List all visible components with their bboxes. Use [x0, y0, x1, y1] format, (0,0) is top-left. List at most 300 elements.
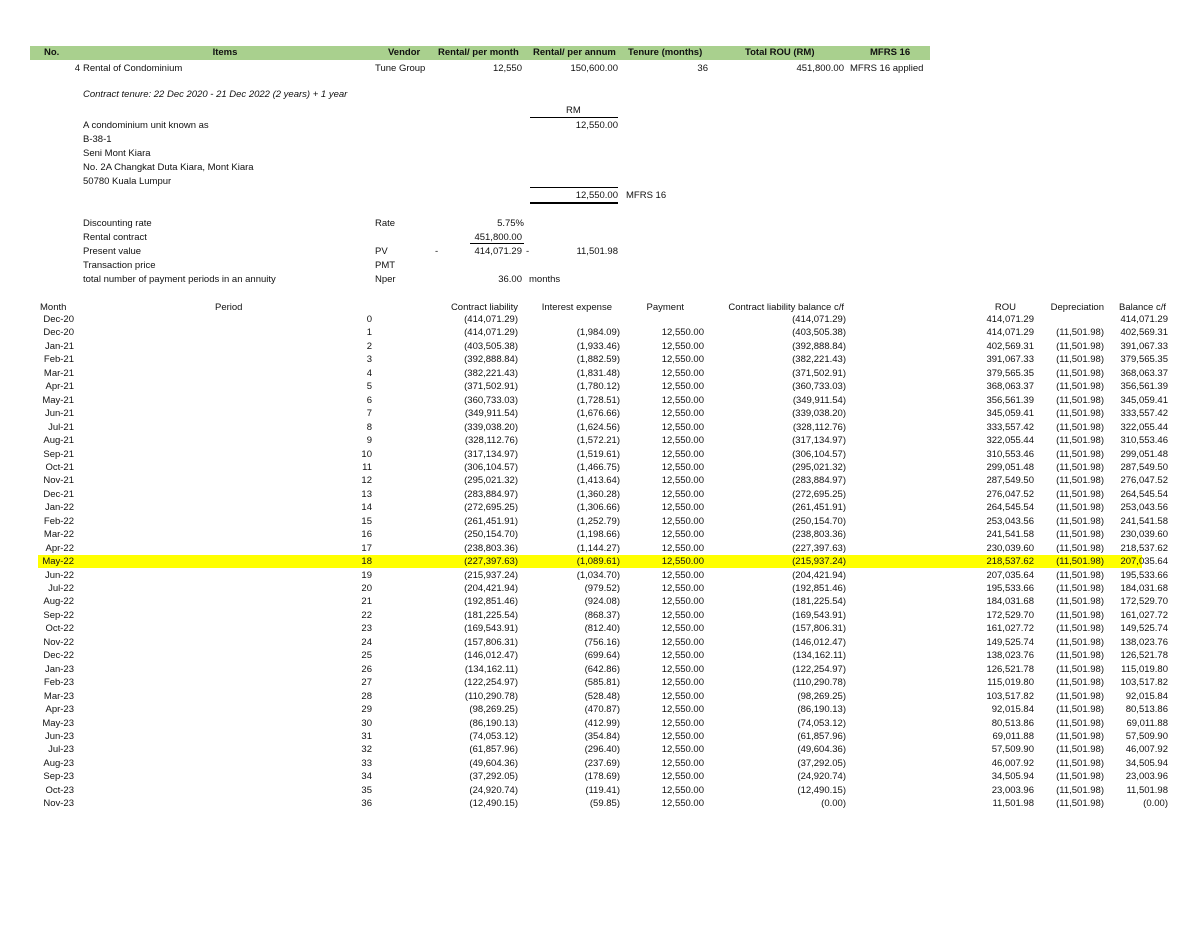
cell-month: Nov-22	[43, 636, 74, 648]
cell-balance-cf: 126,521.78	[1120, 650, 1168, 662]
cell-depreciation: (11,501.98)	[1056, 327, 1104, 339]
cell-rou: 34,505.94	[991, 771, 1034, 783]
cell-payment: 12,550.00	[661, 569, 704, 581]
cell-balance: (74,053.12)	[797, 717, 846, 729]
cell-rou: 322,055.44	[986, 435, 1034, 447]
cell-balance-cf: 333,557.42	[1120, 408, 1168, 420]
cell-balance-cf: 276,047.52	[1120, 475, 1168, 487]
cell-depreciation: (11,501.98)	[1056, 690, 1104, 702]
cell-interest: (1,624.56)	[576, 421, 620, 433]
cell-liability: (238,803.36)	[464, 542, 518, 554]
header-no: No.	[44, 47, 60, 58]
cell-period: 33	[361, 757, 372, 769]
cell-interest: (1,413.64)	[576, 475, 620, 487]
cell-interest: (924.08)	[584, 596, 620, 608]
cell-interest: (812.40)	[584, 623, 620, 635]
cell-balance: (86,190.13)	[797, 704, 846, 716]
cell-balance: (24,920.74)	[797, 771, 846, 783]
cell-balance-cf: 34,505.94	[1125, 757, 1168, 769]
cell-balance: (157,806.31)	[792, 623, 846, 635]
cell-liability: (317,134.97)	[464, 448, 518, 460]
discount-label: Discounting rate	[83, 218, 152, 229]
cell-month: Feb-22	[43, 515, 74, 527]
cell-balance: (382,221.43)	[792, 354, 846, 366]
cell-month: Aug-21	[43, 435, 74, 447]
cell-payment: 12,550.00	[661, 704, 704, 716]
cell-liability: (295,021.32)	[464, 475, 518, 487]
cell-balance: (61,857.96)	[797, 730, 846, 742]
cell-period: 4	[366, 367, 372, 379]
cell-month: Oct-23	[45, 784, 74, 796]
cell-liability: (403,505.38)	[464, 340, 518, 352]
cell-month: Sep-21	[43, 448, 74, 460]
cell-month: Dec-22	[43, 650, 74, 662]
cell-interest: (528.48)	[584, 690, 620, 702]
header-rental-month: Rental/ per month	[438, 47, 519, 58]
item-no: 4	[74, 63, 80, 74]
cell-period: 32	[361, 744, 372, 756]
cell-month: May-23	[42, 717, 74, 729]
cell-period: 27	[361, 677, 372, 689]
cell-interest: (1,034.70)	[576, 569, 620, 581]
cell-interest: (1,984.09)	[576, 327, 620, 339]
cell-rou: 172,529.70	[986, 609, 1034, 621]
cell-liability: (360,733.03)	[464, 394, 518, 406]
cell-balance-cf: 322,055.44	[1120, 421, 1168, 433]
address-line-2: B-38-1	[83, 134, 112, 145]
cell-interest: (1,572.21)	[576, 435, 620, 447]
cell-month: May-21	[42, 394, 74, 406]
cell-period: 0	[366, 314, 372, 325]
cell-liability: (61,857.96)	[469, 744, 518, 756]
cell-month: May-22	[42, 556, 74, 568]
cell-balance: (12,490.15)	[797, 784, 846, 796]
cell-period: 18	[361, 556, 372, 568]
cell-depreciation: (11,501.98)	[1056, 609, 1104, 621]
rm-label: RM	[566, 105, 581, 116]
cell-rou: 218,537.62	[986, 556, 1034, 568]
cell-balance-cf: 264,545.54	[1120, 488, 1168, 500]
cell-payment: 12,550.00	[661, 340, 704, 352]
cell-depreciation: (11,501.98)	[1056, 596, 1104, 608]
cell-depreciation: (11,501.98)	[1056, 435, 1104, 447]
cell-period: 24	[361, 636, 372, 648]
discount-value: 5.75%	[497, 218, 524, 229]
nper-code: Nper	[375, 274, 396, 285]
item-mfrs: MFRS 16 applied	[850, 63, 924, 74]
cell-period: 36	[361, 798, 372, 810]
cell-rou: 149,525.74	[986, 636, 1034, 648]
cell-interest: (1,360.28)	[576, 488, 620, 500]
cell-liability: (157,806.31)	[464, 636, 518, 648]
nper-value: 36.00	[498, 274, 522, 285]
cell-depreciation: (11,501.98)	[1056, 744, 1104, 756]
cell-depreciation: (11,501.98)	[1056, 636, 1104, 648]
item-rental-month: 12,550	[492, 63, 522, 74]
cell-depreciation: (11,501.98)	[1056, 623, 1104, 635]
cell-depreciation: (11,501.98)	[1056, 381, 1104, 393]
cell-balance-cf: 195,533.66	[1120, 569, 1168, 581]
cell-rou: 287,549.50	[986, 475, 1034, 487]
cell-balance: (317,134.97)	[792, 435, 846, 447]
cell-period: 14	[361, 502, 372, 514]
cell-liability: (181,225.54)	[464, 609, 518, 621]
cell-month: Mar-23	[43, 690, 74, 702]
cell-depreciation: (11,501.98)	[1056, 448, 1104, 460]
cell-balance: (181,225.54)	[792, 596, 846, 608]
cell-interest: (1,882.59)	[576, 354, 620, 366]
cell-liability: (371,502.91)	[464, 381, 518, 393]
cell-balance: (238,803.36)	[792, 529, 846, 541]
cell-rou: 11,501.98	[992, 798, 1034, 810]
cell-balance-cf: 253,043.56	[1120, 502, 1168, 514]
cell-interest: (59.85)	[589, 798, 620, 810]
cell-balance: (295,021.32)	[792, 461, 846, 473]
cell-rou: 276,047.52	[986, 488, 1034, 500]
cell-interest: (178.69)	[584, 771, 620, 783]
cell-balance-cf: 218,537.62	[1120, 542, 1168, 554]
pv-dash-2: -	[526, 246, 530, 257]
cell-period: 16	[361, 529, 372, 541]
cell-depreciation: (11,501.98)	[1056, 784, 1104, 796]
cell-liability: (146,012.47)	[464, 650, 518, 662]
cell-liability: (272,695.25)	[464, 502, 518, 514]
item-tenure: 36	[697, 63, 708, 74]
cell-rou: 299,051.48	[986, 461, 1034, 473]
cell-balance-cf: 115,019.80	[1121, 663, 1168, 675]
cell-balance-cf: (0.00)	[1143, 798, 1168, 810]
cell-liability: (169,543.91)	[464, 623, 518, 635]
cell-depreciation: (11,501.98)	[1056, 583, 1104, 594]
item-name: Rental of Condominium	[83, 63, 183, 74]
cell-balance-cf: 310,553.46	[1120, 435, 1168, 447]
cell-month: Jul-21	[48, 421, 74, 433]
cell-payment: 12,550.00	[661, 744, 704, 756]
item-vendor: Tune Group	[375, 63, 426, 74]
cell-liability: (192,851.46)	[464, 596, 518, 608]
pv-code: PV	[375, 246, 388, 257]
cell-month: Sep-23	[43, 771, 74, 783]
cell-balance-cf: 356,561.39	[1120, 381, 1168, 393]
cell-period: 11	[362, 461, 372, 473]
header-rental-annum: Rental/ per annum	[533, 47, 616, 58]
cell-balance: (146,012.47)	[792, 636, 846, 648]
cell-interest: (1,306.66)	[576, 502, 620, 514]
cell-balance-cf: 138,023.76	[1120, 636, 1168, 648]
cell-balance: (261,451.91)	[792, 502, 846, 514]
address-line-3: Seni Mont Kiara	[83, 148, 151, 159]
cell-rou: 414,071.29	[986, 327, 1034, 339]
cell-period: 7	[366, 408, 372, 420]
cell-rou: 333,557.42	[986, 421, 1034, 433]
cell-interest: (1,252.79)	[576, 515, 620, 527]
cell-payment: 12,550.00	[661, 663, 704, 675]
cell-rou: 126,521.78	[986, 663, 1034, 675]
cell-rou: 57,509.90	[991, 744, 1034, 756]
cell-liability: (227,397.63)	[464, 556, 518, 568]
cell-payment: 12,550.00	[661, 771, 704, 783]
cell-payment: 12,550.00	[661, 421, 704, 433]
cell-balance: (169,543.91)	[792, 609, 846, 621]
cell-liability: (283,884.97)	[464, 488, 518, 500]
cell-balance-cf: 80,513.86	[1125, 704, 1168, 716]
cell-payment: 12,550.00	[661, 757, 704, 769]
cell-month: Feb-21	[43, 354, 74, 366]
cell-depreciation: (11,501.98)	[1056, 542, 1104, 554]
header-tenure: Tenure (months)	[628, 47, 703, 58]
cell-rou: 414,071.29	[986, 314, 1034, 325]
cell-depreciation: (11,501.98)	[1056, 704, 1104, 716]
cell-liability: (215,937.24)	[464, 569, 518, 581]
cell-balance: (134,162.11)	[792, 650, 846, 662]
rm-total: 12,550.00	[575, 190, 618, 201]
cell-month: Dec-21	[43, 488, 74, 500]
cell-interest: (354.84)	[584, 730, 620, 742]
cell-liability: (250,154.70)	[464, 529, 518, 541]
cell-depreciation: (11,501.98)	[1056, 408, 1104, 420]
cell-interest: (756.16)	[584, 636, 620, 648]
cell-period: 31	[361, 730, 372, 742]
cell-month: Jul-23	[48, 744, 74, 756]
pmt-code: PMT	[375, 260, 396, 271]
cell-month: Feb-23	[43, 677, 74, 689]
cell-payment: 12,550.00	[661, 609, 704, 621]
cell-rou: 161,027.72	[986, 623, 1034, 635]
discount-code: Rate	[375, 218, 396, 229]
cell-interest: (470.87)	[584, 704, 620, 716]
cell-liability: (98,269.25)	[469, 704, 518, 716]
contract-underline	[470, 243, 524, 244]
cell-period: 8	[366, 421, 372, 433]
cell-balance: (272,695.25)	[792, 488, 846, 500]
cell-month: Dec-20	[43, 327, 74, 339]
cell-month: Nov-21	[43, 475, 74, 487]
rm-value: 12,550.00	[575, 120, 618, 131]
cell-rou: 253,043.56	[986, 515, 1034, 527]
cell-payment: 12,550.00	[661, 650, 704, 662]
cell-period: 13	[361, 488, 372, 500]
col-header-balance-cf: Balance c/f	[1119, 302, 1166, 313]
cell-rou: 391,067.33	[986, 354, 1034, 366]
col-header-interest: Interest expense	[541, 302, 612, 313]
cell-month: Sep-22	[43, 609, 74, 621]
cell-balance: (328,112.76)	[792, 421, 846, 433]
cell-payment: 12,550.00	[661, 448, 704, 460]
cell-depreciation: (11,501.98)	[1056, 717, 1104, 729]
cell-liability: (12,490.15)	[469, 798, 518, 810]
cell-period: 20	[361, 583, 372, 594]
cell-liability: (74,053.12)	[469, 730, 518, 742]
cell-interest: (237.69)	[584, 757, 620, 769]
address-line-4: No. 2A Changkat Duta Kiara, Mont Kiara	[83, 162, 254, 173]
col-header-liability: Contract liability	[450, 302, 518, 313]
cell-balance-cf: 299,051.48	[1120, 448, 1168, 460]
cell-interest: (699.64)	[584, 650, 620, 662]
cell-balance-cf: 287,549.50	[1120, 461, 1168, 473]
header-items: Items	[212, 47, 238, 58]
cell-depreciation: (11,501.98)	[1056, 367, 1104, 379]
col-header-payment: Payment	[646, 302, 684, 313]
cell-liability: (86,190.13)	[469, 717, 518, 729]
cell-balance: (122,254.97)	[792, 663, 846, 675]
pv-value: 414,071.29	[474, 246, 522, 257]
cell-month: Jan-23	[44, 663, 74, 675]
cell-depreciation: (11,501.98)	[1056, 730, 1104, 742]
tenure-note: Contract tenure: 22 Dec 2020 - 21 Dec 2022 (2 years) + 1 year	[83, 89, 348, 100]
cell-rou: 356,561.39	[986, 394, 1034, 406]
cell-liability: (122,254.97)	[464, 677, 518, 689]
cell-balance-cf: 207,035.64	[1120, 556, 1168, 568]
cell-payment: 12,550.00	[661, 730, 704, 742]
cell-liability: (392,888.84)	[464, 354, 518, 366]
cell-payment: 12,550.00	[661, 717, 704, 729]
cell-rou: 138,023.76	[986, 650, 1034, 662]
cell-payment: 12,550.00	[661, 354, 704, 366]
cell-balance: (392,888.84)	[792, 340, 846, 352]
cell-period: 5	[366, 381, 372, 393]
cell-interest: (1,089.61)	[576, 556, 620, 568]
cell-liability: (349,911.54)	[464, 408, 518, 420]
contract-value: 451,800.00	[474, 232, 522, 243]
cell-interest: (1,144.27)	[576, 542, 620, 554]
cell-month: Jun-21	[44, 408, 74, 420]
header-total-rou: Total ROU (RM)	[745, 47, 815, 58]
cell-depreciation: (11,501.98)	[1056, 757, 1104, 769]
address-line-1: A condominium unit known as	[83, 120, 209, 131]
cell-balance: (250,154.70)	[792, 515, 846, 527]
cell-month: Oct-21	[45, 461, 74, 473]
cell-payment: 12,550.00	[661, 381, 704, 393]
cell-balance-cf: 103,517.82	[1120, 677, 1168, 689]
cell-rou: 80,513.86	[991, 717, 1034, 729]
cell-payment: 12,550.00	[661, 408, 704, 420]
cell-depreciation: (11,501.98)	[1056, 475, 1104, 487]
cell-liability: (261,451.91)	[464, 515, 518, 527]
cell-payment: 12,550.00	[661, 677, 704, 689]
cell-depreciation: (11,501.98)	[1056, 529, 1104, 541]
cell-month: Apr-21	[45, 381, 74, 393]
pmt-label: Transaction price	[83, 260, 156, 271]
pv-extra: 11,501.98	[576, 246, 618, 257]
cell-period: 3	[366, 354, 372, 366]
cell-period: 34	[361, 771, 372, 783]
cell-payment: 12,550.00	[661, 475, 704, 487]
cell-balance: (110,290.78)	[792, 677, 846, 689]
address-line-5: 50780 Kuala Lumpur	[83, 176, 172, 187]
nper-label: total number of payment periods in an annuity	[83, 274, 276, 285]
cell-month: Apr-23	[45, 704, 74, 716]
cell-depreciation: (11,501.98)	[1056, 650, 1104, 662]
rm-underline	[530, 117, 618, 118]
cell-period: 2	[366, 340, 372, 352]
cell-balance: (192,851.46)	[792, 583, 846, 594]
cell-balance-cf: 161,027.72	[1120, 609, 1168, 621]
cell-month: Mar-22	[43, 529, 74, 541]
cell-interest: (1,933.46)	[576, 340, 620, 352]
cell-balance-cf: 184,031.68	[1120, 583, 1168, 594]
cell-depreciation: (11,501.98)	[1056, 798, 1104, 810]
cell-depreciation: (11,501.98)	[1056, 515, 1104, 527]
cell-rou: 264,545.54	[986, 502, 1034, 514]
cell-interest: (1,198.66)	[576, 529, 620, 541]
cell-balance-cf: 368,063.37	[1120, 367, 1168, 379]
cell-rou: 103,517.82	[986, 690, 1034, 702]
cell-liability: (414,071.29)	[464, 327, 518, 339]
cell-rou: 310,553.46	[986, 448, 1034, 460]
cell-balance-cf: 11,501.98	[1126, 784, 1168, 796]
cell-balance-cf: 172,529.70	[1120, 596, 1168, 608]
cell-rou: 379,565.35	[986, 367, 1034, 379]
col-header-balance: Contract liability balance c/f	[728, 302, 844, 313]
col-header-rou: ROU	[994, 302, 1016, 313]
cell-balance: (227,397.63)	[792, 542, 846, 554]
cell-interest: (979.52)	[584, 583, 620, 594]
cell-payment: 12,550.00	[661, 798, 704, 810]
cell-interest: (868.37)	[584, 609, 620, 621]
cell-liability: (204,421.94)	[464, 583, 518, 594]
cell-payment: 12,550.00	[661, 488, 704, 500]
cell-liability: (306,104.57)	[464, 461, 518, 473]
cell-interest: (1,519.61)	[576, 448, 620, 460]
cell-balance-cf: 46,007.92	[1125, 744, 1168, 756]
cell-balance-cf: 414,071.29	[1120, 314, 1168, 325]
header-vendor: Vendor	[388, 47, 421, 58]
rm-total-note: MFRS 16	[626, 190, 667, 201]
cell-month: Apr-22	[45, 542, 74, 554]
cell-depreciation: (11,501.98)	[1056, 461, 1104, 473]
cell-rou: 92,015.84	[991, 704, 1034, 716]
cell-rou: 23,003.96	[991, 784, 1034, 796]
cell-depreciation: (11,501.98)	[1056, 354, 1104, 366]
cell-rou: 46,007.92	[991, 757, 1034, 769]
cell-month: Aug-23	[43, 757, 74, 769]
cell-interest: (1,831.48)	[576, 367, 620, 379]
cell-depreciation: (11,501.98)	[1056, 488, 1104, 500]
cell-liability: (110,290.78)	[464, 690, 518, 702]
cell-interest: (119.41)	[585, 784, 620, 796]
cell-period: 1	[366, 327, 372, 339]
cell-balance: (98,269.25)	[797, 690, 846, 702]
cell-month: Oct-22	[45, 623, 74, 635]
cell-depreciation: (11,501.98)	[1056, 569, 1104, 581]
cell-payment: 12,550.00	[661, 461, 704, 473]
item-total-rou: 451,800.00	[796, 63, 844, 74]
cell-depreciation: (11,501.98)	[1056, 394, 1104, 406]
cell-payment: 12,550.00	[661, 529, 704, 541]
cell-depreciation: (11,501.98)	[1056, 663, 1104, 675]
cell-rou: 207,035.64	[986, 569, 1034, 581]
cell-balance-cf: 23,003.96	[1125, 771, 1168, 783]
cell-interest: (1,728.51)	[576, 394, 620, 406]
cell-liability: (49,604.36)	[469, 757, 518, 769]
cell-rou: 230,039.60	[986, 542, 1034, 554]
cell-interest: (585.81)	[584, 677, 620, 689]
cell-payment: 12,550.00	[661, 636, 704, 648]
cell-payment: 12,550.00	[661, 367, 704, 379]
cell-balance: (339,038.20)	[792, 408, 846, 420]
cell-month: Mar-21	[43, 367, 74, 379]
cell-liability: (382,221.43)	[464, 367, 518, 379]
cell-payment: 12,550.00	[661, 515, 704, 527]
cell-balance: (49,604.36)	[797, 744, 846, 756]
cell-period: 12	[361, 475, 372, 487]
cell-liability: (37,292.05)	[469, 771, 518, 783]
item-rental-annum: 150,600.00	[570, 63, 618, 74]
cell-period: 35	[361, 784, 372, 796]
cell-balance-cf: 69,011.88	[1126, 717, 1168, 729]
cell-rou: 184,031.68	[986, 596, 1034, 608]
cell-month: Aug-22	[43, 596, 74, 608]
